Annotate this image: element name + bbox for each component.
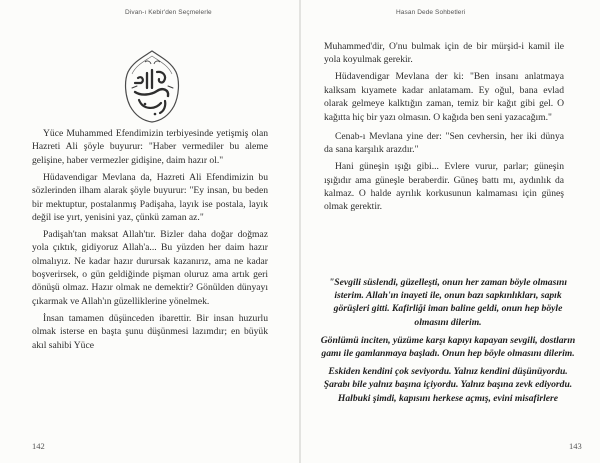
calligraphy-emblem [121, 48, 183, 124]
paragraph: Hani güneşin ışığı gibi... Evlere vurur, parlar; güneşin ışığıdır ama güneşle beraberdir. Güneş battı mı, aydınlık da kalmaz. O halde ayrılık korkusunun kalmaması için güneş olmak gerektir. [324, 161, 564, 213]
paragraph: Cenab-ı Mevlana yine der: "Sen cevhersin, her iki dünya da sana karşılık arazdır." [324, 130, 564, 156]
right-running-header: Hasan Dede Sohbetleri [396, 9, 466, 16]
paragraph: İnsan tamamen düşünceden ibarettir. Bir insan huzurlu olmak isterse en başta şunu düşünmesi lazımdır; en büyük akıl sahibi Yüce [32, 312, 268, 351]
paragraph: Muhammed'dir, O'nu bulmak için de bir mürşid-i kamil ile yola koyulmak gerekir. [324, 41, 564, 66]
paragraph: Yüce Muhammed Efendimizin terbiyesinde yetişmiş olan Hazreti Ali şöyle buyurur: "Haber vermediler bu aleme gelişine, haber vermezler gidişine, daim hazır ol." [32, 128, 268, 166]
paragraph: Padişah'tan maksat Allah'tır. Bizler daha doğar doğmaz yola çıktık, gidiyoruz Allah'a... Bu yüzden her daim hazır olmalıyız. Ne kadar hazır durursak kazanırız, ama ne kadar boşverirsek, o gün geldiğinde pişman oluruz ama artık geri dönüşü olmaz. Hazır olmak ne demektir? Gönülden dünyayı çıkarmak ve Allah'ın güzelliklerine yönelmek. [32, 228, 268, 307]
paragraph: Hüdavendigar Mevlana der ki: "Ben insanı anlatmaya kalksam kıyamete kadar anlatamam. Ey oğul, bana evlad olarak gelmeye kalktığın zaman, temiz bir kağıt gibi gel. O kağıtta hiç bir yazı olmasın. O kağıda ben seni yazacağım." [324, 71, 564, 123]
paragraph: Hüdavendigar Mevlana da, Hazreti Ali Efendimizin bu sözlerinden ilham alarak şöyle buyurur: "Ey insan, bu beden bir mektuptur, postalanmış Padişaha, layık ise postala, layık değil ise yırt, yenisini yaz, çünkü zaman az." [32, 171, 268, 223]
poem-quote-block [317, 276, 579, 410]
left-page-number: 142 [32, 441, 45, 451]
right-page-number: 143 [569, 441, 582, 451]
quote-stanza: "Sevgili süslendi, güzelleşti, onun her zaman böyle olmasını isterim. Allah'ın inayeti ile, onun bazı sapkınlıkları, sapık görüşleri gitti. Kafirliği iman baline geldi, onun hep böyle olmasını dilerim. [328, 277, 567, 328]
right-body-text [324, 40, 564, 217]
left-body-text [32, 127, 268, 356]
quote-stanza: Eskiden kendini çok seviyordu. Yalnız kendini düşünüyordu. Şarabı bile yalnız başına içiyordu. Yalnız başına zevk ediyordu. Halbuki şimdi, kapısını herkese açmış, evini misafirlere [323, 366, 573, 404]
left-page [0, 0, 299, 463]
left-running-header: Divan-ı Kebir'den Seçmelerle [125, 9, 212, 16]
right-page [301, 0, 600, 463]
quote-stanza: Gönlümü inciten, yüzüme karşı kapıyı kapayan sevgili, dostların gamı ile gamlanmaya başladı. Onun hep böyle olmasını dilerim. [320, 334, 576, 360]
